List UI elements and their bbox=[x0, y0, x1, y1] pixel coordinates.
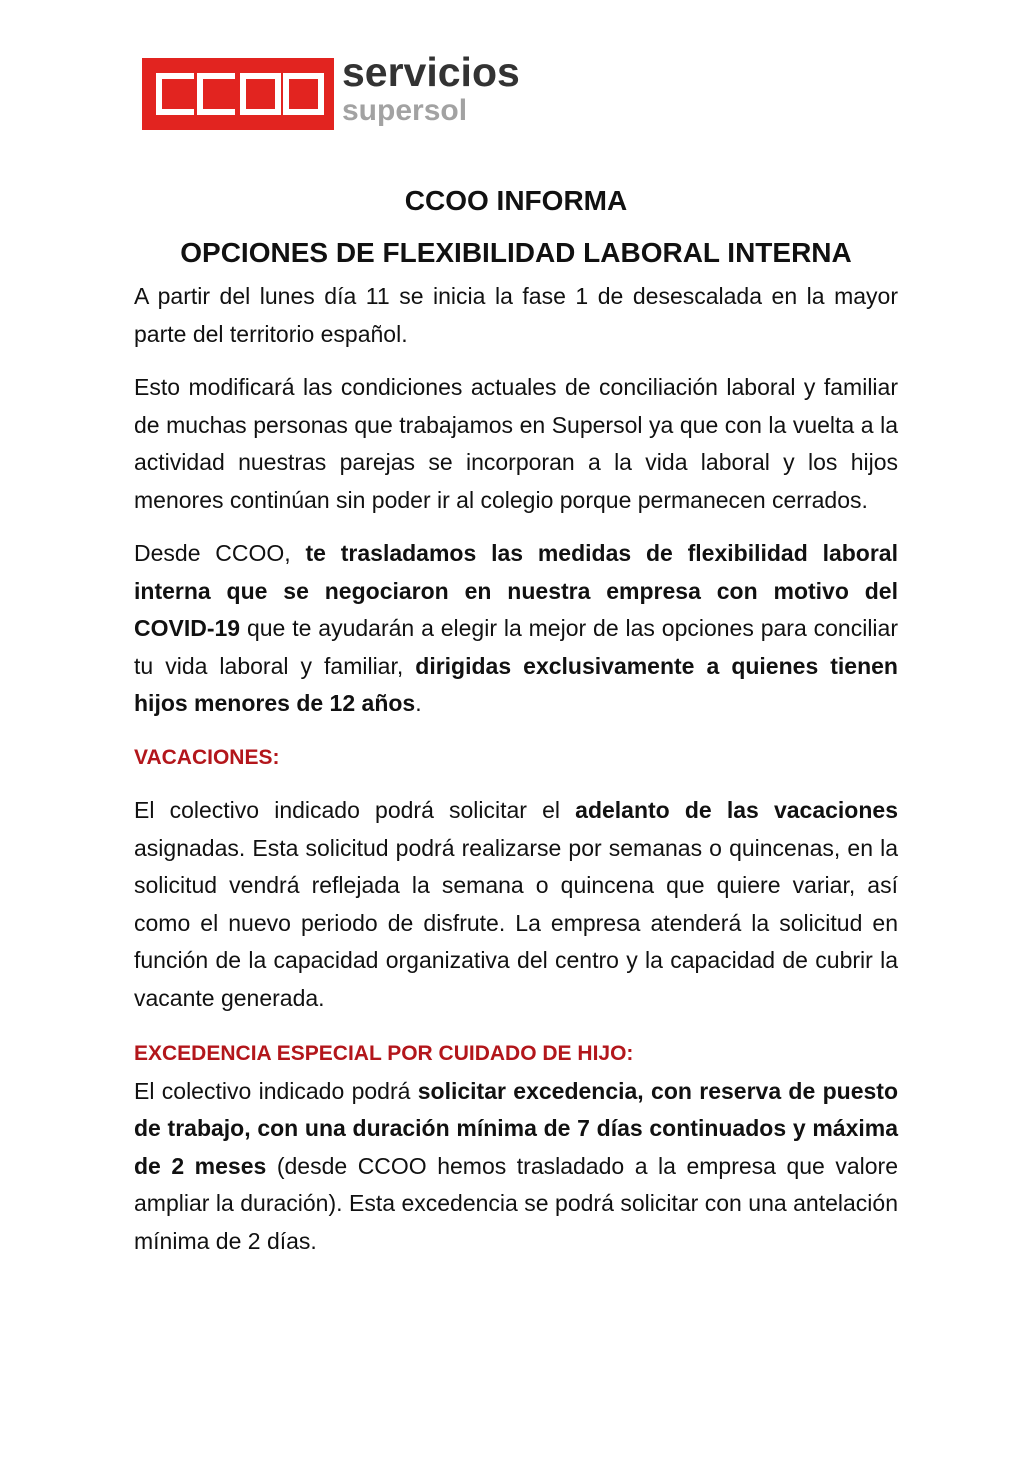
measures-text: que te ayudarán a elegir la mejor de las opciones para conciliar tu vida laboral y familiar, bbox=[134, 615, 898, 679]
vacaciones-paragraph bbox=[134, 792, 898, 1017]
vacaciones-heading: VACACIONES: bbox=[134, 745, 280, 769]
vacaciones-text: asignadas. Esta solicitud podrá realizarse por semanas o quincenas, en la solicitud vendrá reflejada la semana o quincena que quiere variar, así como el nuevo periodo de disfrute. La empresa atenderá la solicitud en función de la capacidad organizativa del centro y la capacidad de cubrir la vacante generada. bbox=[134, 834, 898, 1011]
document-body bbox=[134, 180, 898, 1276]
ccoo-logo-mark bbox=[142, 58, 334, 130]
vacaciones-bold-text: adelanto de las vacaciones bbox=[575, 797, 898, 823]
context-paragraph: Esto modificará las condiciones actuales de conciliación laboral y familiar de muchas personas que trabajamos en Supersol ya que con la vuelta a la actividad nuestras parejas se incorporan a la vida laboral y los hijos menores continúan sin poder ir al colegio porque permanecen cerrados. bbox=[134, 374, 898, 513]
intro-paragraph: A partir del lunes día 11 se inicia la fase 1 de desescalada en la mayor parte del territorio español. bbox=[134, 283, 898, 347]
ccoo-servicios-supersol-logo bbox=[142, 49, 522, 130]
logo-servicios-text: servicios bbox=[342, 49, 520, 95]
vacaciones-text: El colectivo indicado podrá solicitar el bbox=[134, 797, 576, 823]
document-subtitle: OPCIONES DE FLEXIBILIDAD LABORAL INTERNA bbox=[180, 237, 852, 268]
excedencia-bold-text: solicitar excedencia, con reserva de puesto de trabajo, con una duración mínima de 7 días continuados y máxima de 2 meses bbox=[134, 1077, 898, 1179]
measures-text: Desde CCOO, bbox=[134, 540, 306, 566]
excedencia-paragraph bbox=[134, 1073, 898, 1261]
measures-text: . bbox=[415, 690, 422, 716]
excedencia-text: (desde CCOO hemos trasladado a la empresa que valore ampliar la duración). Esta excedencia se podrá solicitar con una antelación mínima de 2 días. bbox=[134, 1152, 899, 1254]
document-title: CCOO INFORMA bbox=[404, 185, 628, 216]
ccoo-logo-letters-icon bbox=[142, 58, 334, 130]
excedencia-heading: EXCEDENCIA ESPECIAL POR CUIDADO DE HIJO: bbox=[134, 1042, 634, 1065]
measures-bold-text: te trasladamos las medidas de flexibilidad laboral interna que se negociaron en nuestra empresa con motivo del COVID-19 bbox=[134, 540, 898, 641]
excedencia-text: El colectivo indicado podrá bbox=[134, 1077, 418, 1104]
logo-supersol-text: supersol bbox=[342, 94, 468, 127]
measures-bold-text: dirigidas exclusivamente a quienes tienen hijos menores de 12 años bbox=[134, 652, 898, 716]
measures-paragraph bbox=[134, 535, 898, 723]
